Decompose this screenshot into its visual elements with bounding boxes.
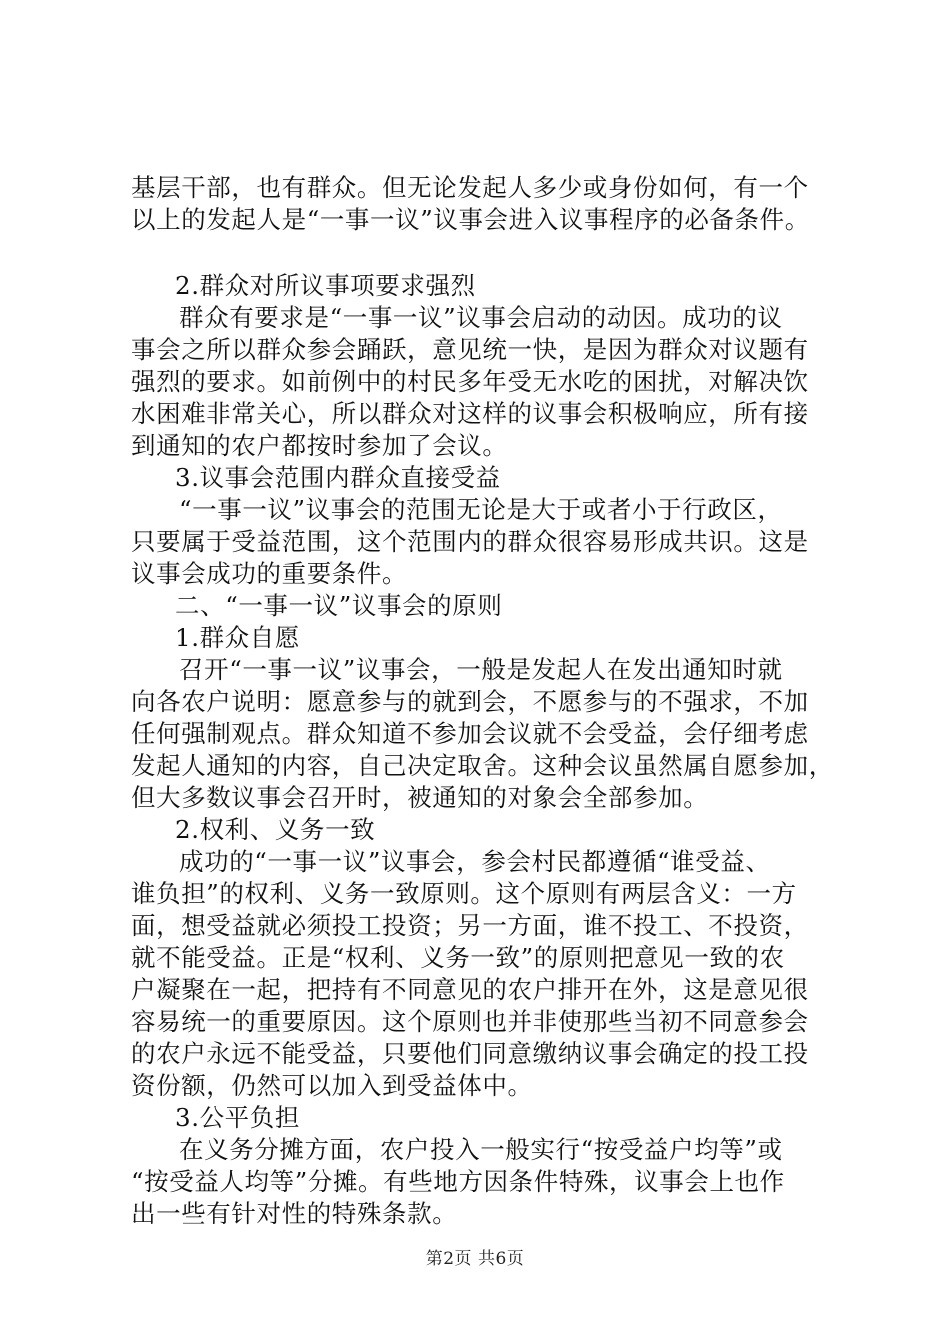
paragraph-line: 任何强制观点。群众知道不参加会议就不会受益，会仔细考虑 (131, 719, 809, 748)
paragraph-line: 以上的发起人是“一事一议”议事会进入议事程序的必备条件。 (131, 205, 810, 234)
paragraph-line: 向各农户说明：愿意参与的就到会，不愿参与的不强求，不加 (131, 687, 809, 716)
paragraph-line: 就不能受益。正是“权利、义务一致”的原则把意见一致的农 (131, 943, 785, 972)
paragraph-line: 强烈的要求。如前例中的村民多年受无水吃的困扰，对解决饮 (131, 367, 809, 396)
paragraph-line: 只要属于受益范围，这个范围内的群众很容易形成共识。这是 (131, 527, 809, 556)
paragraph-line: 议事会成功的重要条件。 (131, 559, 408, 588)
section-heading: 1.群众自愿 (175, 623, 300, 652)
section-heading: 2.群众对所议事项要求强烈 (175, 271, 476, 300)
paragraph-line: 户凝聚在一起，把持有不同意见的农户排开在外，这是意见很 (131, 975, 809, 1004)
paragraph-line: 成功的“一事一议”议事会，参会村民都遵循“谁受益、 (179, 847, 771, 876)
section-heading: 2.权利、义务一致 (175, 815, 376, 844)
section-heading: 3.议事会范围内群众直接受益 (175, 463, 501, 492)
paragraph-line: 召开“一事一议”议事会，一般是发起人在发出通知时就 (179, 655, 783, 684)
paragraph-line: 群众有要求是“一事一议”议事会启动的动因。成功的议 (179, 303, 783, 332)
chapter-heading: 二、“一事一议”议事会的原则 (175, 591, 503, 620)
paragraph-line: 资份额，仍然可以加入到受益体中。 (131, 1071, 533, 1100)
paragraph-line: 出一些有针对性的特殊条款。 (131, 1199, 458, 1228)
paragraph-line: 到通知的农户都按时参加了会议。 (131, 431, 508, 460)
body-text (131, 172, 841, 1230)
paragraph-line: 水困难非常关心，所以群众对这样的议事会积极响应，所有接 (131, 399, 809, 428)
paragraph-line: “一事一议”议事会的范围无论是大于或者小于行政区， (179, 495, 783, 524)
paragraph-line: 事会之所以群众参会踊跃，意见统一快，是因为群众对议题有 (131, 335, 809, 364)
page-number-footer: 第2页 共6页 (425, 1249, 525, 1269)
paragraph-line: 面，想受益就必须投工投资；另一方面，谁不投工、不投资， (131, 911, 809, 940)
paragraph-line: 的农户永远不能受益，只要他们同意缴纳议事会确定的投工投 (131, 1039, 809, 1068)
paragraph-line: 但大多数议事会召开时，被通知的对象会全部参加。 (131, 783, 709, 812)
paragraph-line: 谁负担”的权利、义务一致原则。这个原则有两层含义：一方 (131, 879, 797, 908)
paragraph-line: 基层干部，也有群众。但无论发起人多少或身份如何，有一个 (131, 173, 809, 202)
section-heading: 3.公平负担 (175, 1103, 300, 1132)
paragraph-line: 在义务分摊方面，农户投入一般实行“按受益户均等”或 (179, 1135, 783, 1164)
paragraph-spacer (131, 236, 841, 270)
paragraph-line: “按受益人均等”分摊。有些地方因条件特殊，议事会上也作 (131, 1167, 785, 1196)
paragraph-line: 容易统一的重要原因。这个原则也并非使那些当初不同意参会 (131, 1007, 809, 1036)
paragraph-line: 发起人通知的内容，自己决定取舍。这种会议虽然属自愿参加， (131, 751, 834, 780)
